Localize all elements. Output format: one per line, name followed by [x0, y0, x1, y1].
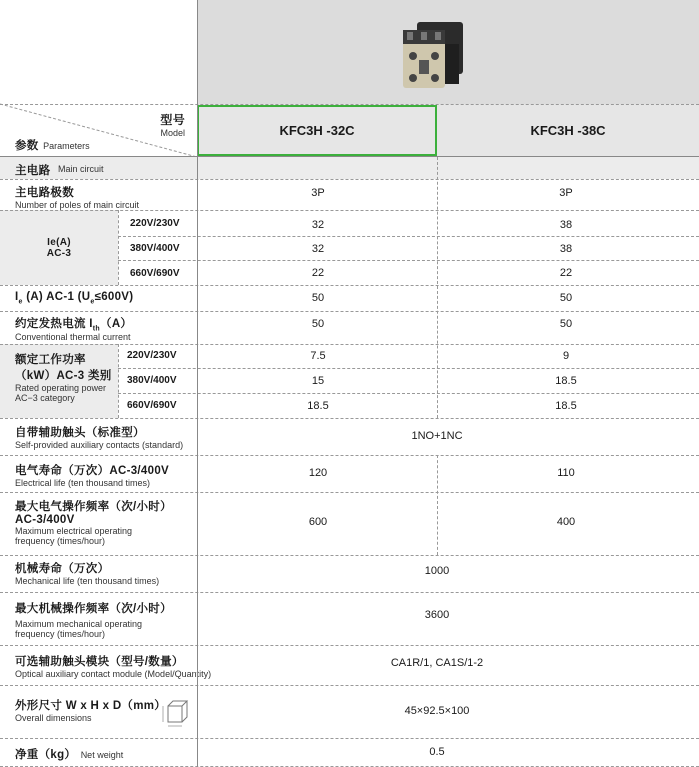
elec-freq-cn-2: AC-3/400V: [15, 514, 75, 526]
aux-en: Self-provided auxiliary contacts (standard): [15, 440, 184, 450]
ie-1b: 38: [559, 219, 573, 231]
thermal-en: Conventional thermal current: [15, 332, 131, 343]
model-col-1[interactable]: KFC3H -32C: [279, 123, 355, 138]
mech-freq-en-1: Maximum mechanical operating: [15, 619, 143, 629]
ie-sub-2: 380V/400V: [130, 243, 180, 254]
grid-line: [0, 179, 699, 180]
col-divider: [118, 344, 119, 418]
grid-line: [0, 311, 699, 312]
ie-sub-1: 220V/230V: [130, 218, 180, 229]
power-sub-1: 220V/230V: [127, 350, 177, 361]
module-v: CA1R/1, CA1S/1-2: [390, 657, 484, 669]
model-label-en: Model: [160, 128, 185, 138]
ie-label-2: AC-3: [46, 248, 72, 259]
grid-line: [118, 368, 699, 369]
power-sub-2: 380V/400V: [127, 375, 177, 386]
grid-line: [0, 285, 699, 286]
dimension-diagram-icon: [160, 698, 194, 728]
grid-line: [118, 260, 699, 261]
elec-life-v2: 110: [557, 467, 575, 479]
aux-cn: 自带辅助触头（标准型）: [15, 427, 145, 439]
grid-line: [0, 685, 699, 686]
grid-line: [118, 236, 699, 237]
mech-life-cn: 机械寿命（万次）: [15, 563, 110, 575]
ac1-v2: 50: [559, 292, 573, 304]
ie-2a: 32: [311, 243, 325, 255]
grid-line: [0, 738, 699, 739]
power-1b: 9: [562, 350, 570, 362]
ac1-v1: 50: [311, 292, 325, 304]
contactor-product-image: [197, 0, 699, 104]
module-en: Optical auxiliary contact module (Model/Quantity): [15, 669, 212, 679]
weight-cn: 净重（kg）: [15, 749, 77, 761]
grid-line: [0, 492, 699, 493]
power-2b: 18.5: [555, 375, 577, 387]
poles-v1: 3P: [311, 187, 325, 199]
power-3b: 18.5: [555, 400, 577, 412]
thermal-v1: 50: [311, 318, 325, 330]
param-label-en: Parameters: [43, 141, 90, 151]
module-cn: 可选辅助触头模块（型号/数量）: [15, 656, 184, 668]
aux-v: 1NO+1NC: [411, 430, 463, 442]
poles-cn: 主电路极数: [15, 187, 74, 199]
section-main-circuit: [0, 157, 699, 179]
grid-line: [0, 418, 699, 419]
power-en-1: Rated operating power: [15, 383, 107, 393]
col-divider: [118, 210, 119, 285]
power-2a: 15: [311, 375, 325, 387]
elec-freq-en-2: frequency (times/hour): [15, 536, 106, 546]
mech-life-v: 1000: [424, 565, 450, 577]
grid-line: [0, 210, 699, 211]
weight-en: Net weight: [80, 750, 124, 760]
mech-freq-en-2: frequency (times/hour): [15, 629, 106, 639]
param-label-cn: 参数: [15, 140, 39, 152]
elec-freq-v2: 400: [556, 516, 576, 528]
grid-line: [0, 156, 699, 157]
elec-freq-v1: 600: [308, 516, 328, 528]
grid-line: [0, 455, 699, 456]
power-1a: 7.5: [310, 350, 326, 362]
grid-line: [0, 592, 699, 593]
ie-label-1: Ie(A): [47, 237, 71, 248]
ie-3b: 22: [559, 267, 573, 279]
mech-freq-v: 3600: [424, 609, 450, 621]
ie-1a: 32: [311, 219, 325, 231]
product-image-area: [197, 0, 699, 104]
mech-freq-cn: 最大机械操作频率（次/小时）: [15, 603, 172, 615]
dims-cn: 外形尺寸 W x H x D（mm）: [15, 700, 167, 712]
power-cn-2: （kW）AC-3 类别: [15, 370, 112, 382]
power-cn-1: 额定工作功率: [15, 354, 86, 366]
power-sub-3: 660V/690V: [127, 400, 177, 411]
elec-freq-cn-1: 最大电气操作频率（次/小时）: [15, 501, 172, 513]
grid-line: [0, 645, 699, 646]
ie-2b: 38: [559, 243, 573, 255]
ie-sub-3: 660V/690V: [130, 268, 180, 279]
ie-3a: 22: [311, 267, 325, 279]
thermal-cn: 约定发热电流 $I_{th}(A)$: [15, 318, 133, 333]
model-col-2[interactable]: KFC3H -38C: [530, 123, 606, 138]
col-divider: [197, 0, 198, 767]
elec-life-cn: 电气寿命（万次）AC-3/400V: [15, 465, 169, 477]
model-label-cn: 型号: [160, 113, 185, 127]
col-divider: [437, 455, 438, 555]
weight-v: 0.5: [429, 746, 445, 758]
dims-v: 45×92.5×100: [404, 705, 470, 717]
poles-v2: 3P: [559, 187, 573, 199]
power-en-2: AC−3 category: [15, 393, 75, 403]
elec-life-v1: 120: [308, 467, 328, 479]
grid-line: [0, 344, 699, 345]
thermal-v2: 50: [559, 318, 573, 330]
ac1-label: $I_e$ (A) AC-1 $(U_e\le 600V)$: [15, 291, 134, 306]
dims-en: Overall dimensions: [15, 713, 92, 723]
model-col-1-selected: [197, 105, 437, 156]
grid-line: [118, 393, 699, 394]
elec-freq-en-1: Maximum electrical operating: [15, 526, 133, 536]
col-divider: [437, 157, 438, 418]
elec-life-en: Electrical life (ten thousand times): [15, 478, 151, 488]
poles-en: Number of poles of main circuit: [15, 200, 140, 210]
section-main-circuit-cn: 主电路: [15, 165, 51, 177]
section-main-circuit-en: Main circuit: [58, 164, 104, 174]
power-3a: 18.5: [307, 400, 329, 412]
grid-line: [0, 555, 699, 556]
weight-label: [15, 745, 123, 763]
mech-life-en: Mechanical life (ten thousand times): [15, 576, 160, 586]
